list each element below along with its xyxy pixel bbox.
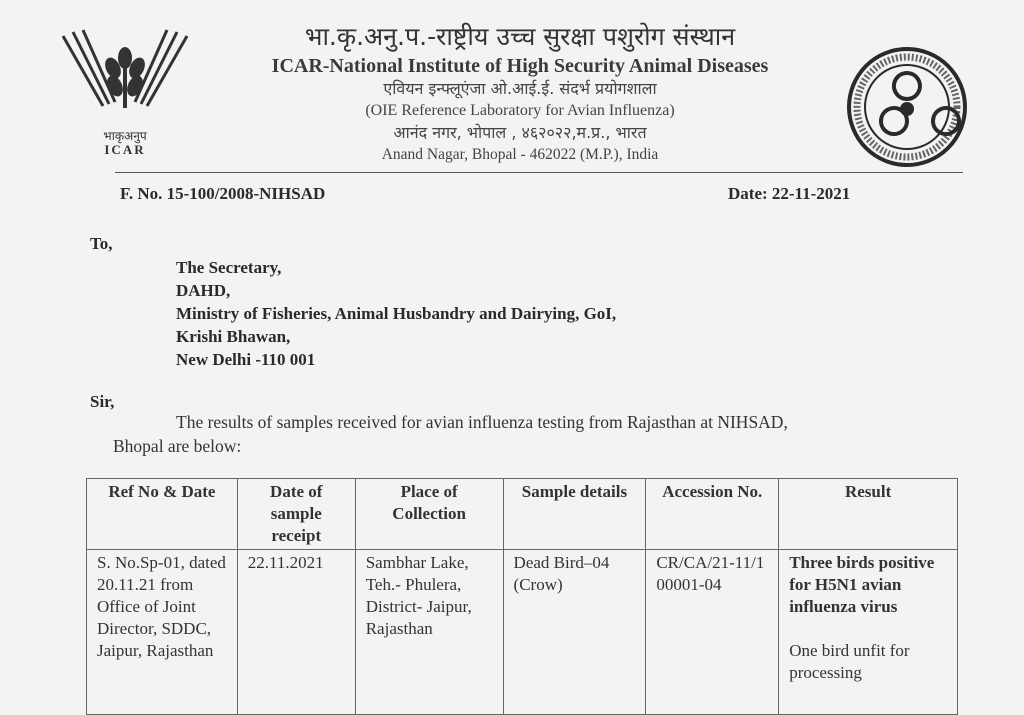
address-line: Ministry of Fisheries, Animal Husbandry and Dairying, GoI,: [176, 304, 617, 323]
letterhead: [200, 22, 840, 166]
results-table: [86, 478, 958, 715]
lab-hindi-name: एवियन इन्फ्लूएंजा ओ.आई.ई. संदर्भ प्रयोगशाला: [383, 79, 657, 98]
col-header-ref: Ref No & Date: [87, 479, 238, 550]
body-text-line-1: The results of samples received for avian influenza testing from Rajasthan at NIHSAD,: [176, 412, 788, 432]
result-positive: Three birds positive for H5N1 avian influenza virus: [789, 553, 935, 616]
address-line: DAHD,: [176, 281, 231, 300]
institute-hindi-name: भा.कृ.अनु.प.-राष्ट्रीय उच्च सुरक्षा पशुरोग संस्थान: [304, 22, 736, 51]
col-header-receipt: Date of sample receipt: [237, 479, 355, 550]
table-header-row: [87, 479, 958, 550]
body-text-line-2: Bhopal are below:: [113, 436, 242, 456]
address-hindi: आनंद नगर, भोपाल , ४६२०२२,म.प्र., भारत: [393, 123, 647, 142]
cell-ref: S. No.Sp-01, dated 20.11.21 from Office of Joint Director, SDDC, Jaipur, Rajasthan: [87, 550, 238, 715]
salutation: Sir,: [90, 392, 115, 411]
address-line: New Delhi -110 001: [176, 350, 316, 369]
address-line: Krishi Bhawan,: [176, 327, 291, 346]
cell-place: Sambhar Lake, Teh.- Phulera, District- Jaipur, Rajasthan: [355, 550, 503, 715]
icar-logo-icon: [55, 28, 195, 158]
icar-logo-en: ICAR: [104, 142, 146, 157]
cell-receipt: 22.11.2021: [237, 550, 355, 715]
cell-result: [779, 550, 958, 715]
recipient-address: [176, 256, 616, 371]
cell-sample: Dead Bird–04 (Crow): [503, 550, 646, 715]
address-line: The Secretary,: [176, 258, 282, 277]
result-unfit: One bird unfit for processing: [789, 641, 910, 682]
nihsad-seal-icon: [845, 45, 970, 170]
col-header-place: Place of Collection: [355, 479, 503, 550]
to-label: To,: [90, 234, 113, 253]
table-row: [87, 550, 958, 715]
letter-date: Date: 22-11-2021: [728, 184, 851, 203]
col-header-accession: Accession No.: [646, 479, 779, 550]
institute-english-name: ICAR-National Institute of High Security Animal Diseases: [271, 55, 769, 77]
file-number: F. No. 15-100/2008-NIHSAD: [120, 184, 326, 203]
icar-logo-hindi: भाकृअनुप: [103, 129, 147, 143]
cell-accession: CR/CA/21-11/100001-04: [646, 550, 779, 715]
header-divider: [115, 172, 963, 173]
lab-english-name: (OIE Reference Laboratory for Avian Influenza): [365, 102, 675, 119]
col-header-result: Result: [779, 479, 958, 550]
col-header-sample: Sample details: [503, 479, 646, 550]
address-english: Anand Nagar, Bhopal - 462022 (M.P.), India: [381, 146, 659, 163]
